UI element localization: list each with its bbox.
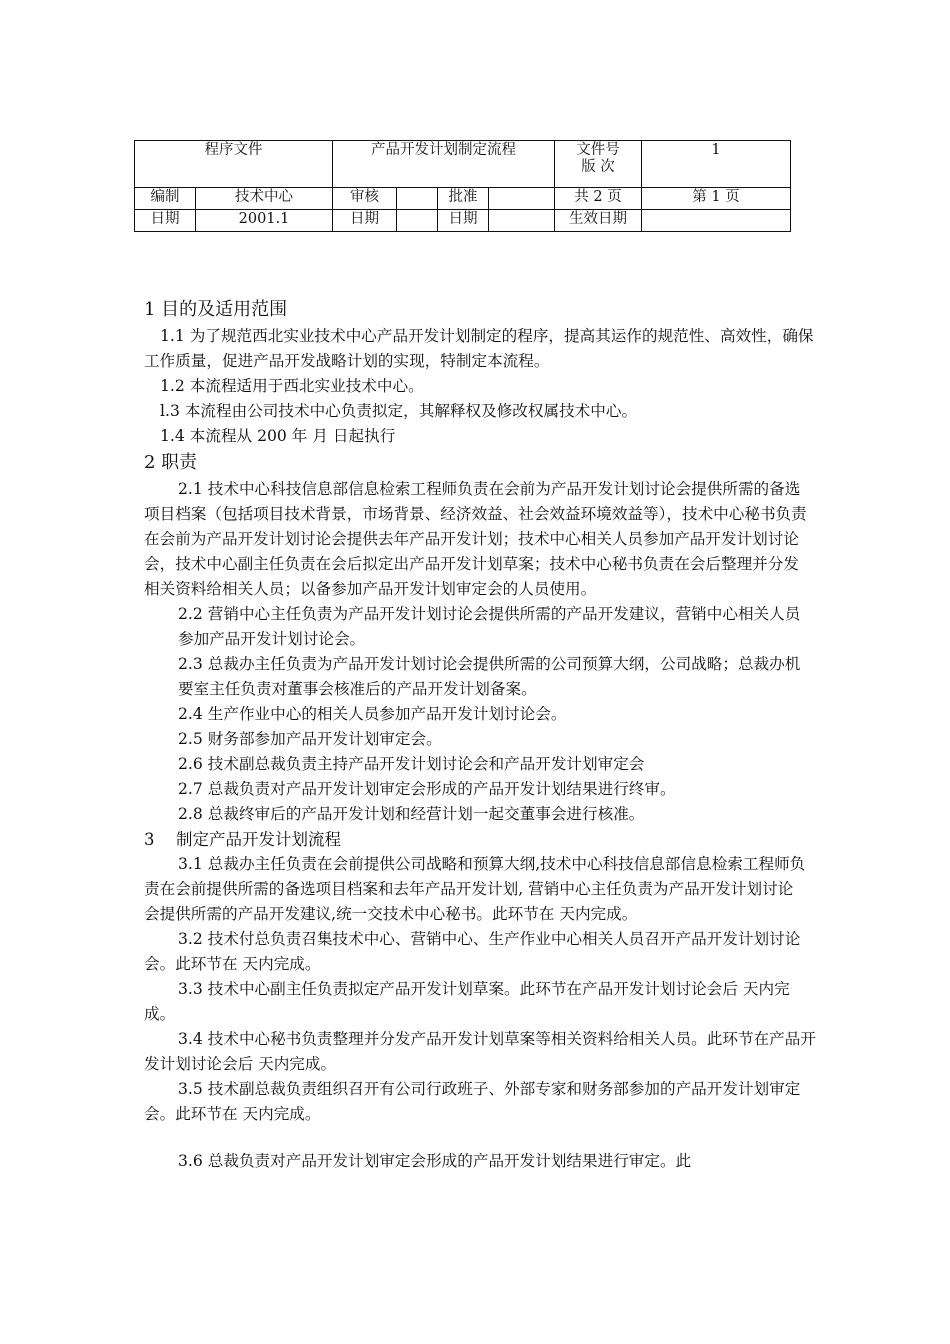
approve-label-cell: 批准	[438, 188, 489, 210]
approve-date-label-cell: 日期	[438, 210, 489, 232]
section-2-3-paragraph: 2.3 总裁办主任负责为产品开发计划讨论会提供所需的公司预算大纲，公司战略；总裁办机要室主任负责对董事会核准后的产品开发计划备案。	[178, 655, 801, 698]
date-label-cell: 日期	[135, 210, 196, 232]
version-label: 版 次	[581, 159, 615, 175]
review-value-cell	[397, 188, 438, 210]
date-value-cell: 2001.1	[196, 210, 333, 232]
review-date-label-cell: 日期	[333, 210, 397, 232]
effective-date-label-cell: 生效日期	[555, 210, 642, 232]
doc-type-cell: 程序文件	[135, 141, 333, 188]
section-3-title: 制定产品开发计划流程	[176, 830, 341, 849]
section-3-5-paragraph: 3.5 技术副总裁负责组织召开有公司行政班子、外部专家和财务部参加的产品开发计划审定会。此环节在 天内完成。	[144, 1080, 801, 1123]
section-2-6-paragraph: 2.6 技术副总裁负责主持产品开发计划讨论会和产品开发计划审定会	[178, 755, 645, 773]
document-header-table	[134, 140, 791, 232]
section-3-number: 3	[144, 830, 155, 849]
section-3-3-paragraph: 3.3 技术中心副主任负责拟定产品开发计划草案。此环节在产品开发计划讨论会后 天内完成。	[144, 980, 790, 1023]
approve-date-value-cell	[489, 210, 555, 232]
section-3-4-paragraph: 3.4 技术中心秘书负责整理并分发产品开发计划草案等相关资料给相关人员。此环节在产品开发计划讨论会后 天内完成。	[144, 1030, 816, 1073]
review-date-value-cell	[397, 210, 438, 232]
section-1-1-paragraph: 1.1 为了规范西北实业技术中心产品开发计划制定的程序，提高其运作的规范性、高效性，确保工作质量，促进产品开发战略计划的实现，特制定本流程。	[144, 327, 814, 370]
document-body	[144, 296, 824, 1174]
section-3-1-paragraph: 3.1 总裁办主任负责在会前提供公司战略和预算大纲,技术中心科技信息部信息检索工程师负责在会前提供所需的备选项目档案和去年产品开发计划, 营销中心主任负责为产品开发计划讨论会提供所需的产品开发建议,统一交技术中心秘书。此环节在 天内完成。	[144, 855, 806, 923]
section-1-heading: 1 目的及适用范围	[144, 299, 288, 320]
section-2-5-paragraph: 2.5 财务部参加产品开发计划审定会。	[178, 730, 442, 748]
section-1-4-paragraph: 1.4 本流程从 200 年 月 日起执行	[160, 427, 396, 445]
section-1-3-paragraph: l.3 本流程由公司技术中心负责拟定，其解释权及修改权属技术中心。	[160, 402, 638, 420]
doc-title-cell: 产品开发计划制定流程	[333, 141, 555, 188]
file-no-label: 文件号	[576, 142, 620, 158]
total-pages-cell: 共 2 页	[555, 188, 642, 210]
section-2-8-paragraph: 2.8 总裁终审后的产品开发计划和经营计划一起交董事会进行核准。	[178, 805, 645, 823]
compiled-value-cell: 技术中心	[196, 188, 333, 210]
version-value-cell: 1	[642, 141, 791, 188]
section-3-heading	[144, 827, 824, 852]
section-2-1-paragraph: 2.1 技术中心科技信息部信息检索工程师负责在会前为产品开发计划讨论会提供所需的备选项目档案（包括项目技术背景，市场背景、经济效益、社会效益环境效益等），技术中心秘书负责在会前为产品开发计划讨论会提供去年产品开发计划；技术中心相关人员参加产品开发计划讨论会，技术中心副主任负责在会后拟定出产品开发计划草案；技术中心秘书负责在会后整理并分发相关资料给相关人员；以备参加产品开发计划审定会的人员使用。	[144, 480, 807, 598]
approve-value-cell	[489, 188, 555, 210]
paragraph-gap	[144, 1127, 824, 1149]
section-2-7-paragraph: 2.7 总裁负责对产品开发计划审定会形成的产品开发计划结果进行终审。	[178, 780, 676, 798]
section-3-2-paragraph: 3.2 技术付总负责召集技术中心、营销中心、生产作业中心相关人员召开产品开发计划讨论会。此环节在 天内完成。	[144, 930, 801, 973]
page-no-cell: 第 1 页	[642, 188, 791, 210]
section-3-6-paragraph: 3.6 总裁负责对产品开发计划审定会形成的产品开发计划结果进行审定。此	[178, 1152, 692, 1170]
file-no-version-label-cell	[555, 141, 642, 188]
review-label-cell: 审核	[333, 188, 397, 210]
section-2-4-paragraph: 2.4 生产作业中心的相关人员参加产品开发计划讨论会。	[178, 705, 567, 723]
section-1-2-paragraph: 1.2 本流程适用于西北实业技术中心。	[160, 377, 424, 395]
section-2-2-paragraph: 2.2 营销中心主任负责为产品开发计划讨论会提供所需的产品开发建议，营销中心相关人员参加产品开发计划讨论会。	[178, 605, 801, 648]
effective-date-value-cell	[642, 210, 791, 232]
compiled-label-cell: 编制	[135, 188, 196, 210]
section-2-heading: 2 职责	[144, 452, 198, 473]
